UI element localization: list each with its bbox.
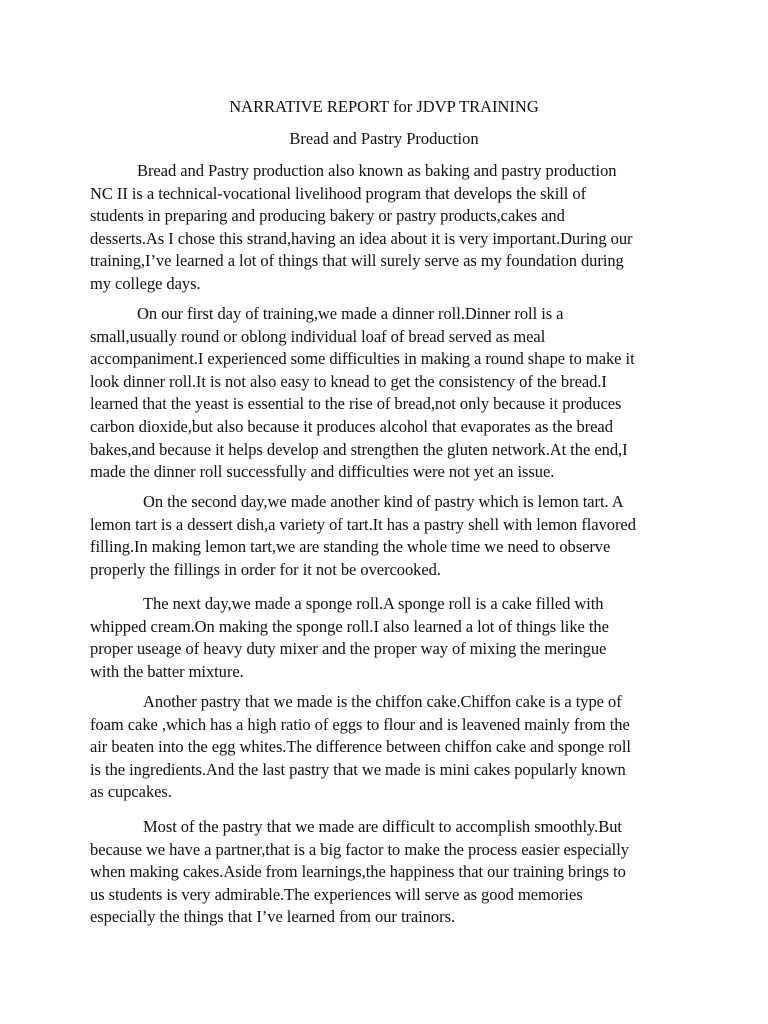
- paragraph-sponge-roll: [90, 593, 690, 683]
- paragraph-line: learned that the yeast is essential to the rise of bread,not only because it produces: [90, 394, 622, 414]
- paragraph-line: Most of the pastry that we made are difficult to accomplish smoothly.But: [143, 817, 622, 836]
- paragraph-line: bakes,and because it helps develop and strengthen the gluten network.At the end,I: [90, 439, 628, 459]
- paragraph-line: students in preparing and producing bakery or pastry products,cakes and: [90, 206, 565, 226]
- paragraph-line: Bread and Pastry production also known as baking and pastry production: [137, 161, 617, 180]
- paragraph-line: proper useage of heavy duty mixer and the proper way of mixing the meringue: [90, 639, 607, 659]
- paragraph-line: air beaten into the egg whites.The difference between chiffon cake and sponge roll: [90, 737, 631, 757]
- paragraph-line: small,usually round or oblong individual loaf of bread served as meal: [90, 326, 546, 346]
- paragraph-line: lemon tart is a dessert dish,a variety of tart.It has a pastry shell with lemon flavored: [90, 514, 636, 534]
- paragraph-second-day: [90, 491, 690, 581]
- document-title: NARRATIVE REPORT for JDVP TRAINING: [229, 97, 539, 116]
- paragraph-line: The next day,we made a sponge roll.A sponge roll is a cake filled with: [143, 594, 604, 613]
- paragraph-line: On our first day of training,we made a dinner roll.Dinner roll is a: [137, 304, 564, 323]
- paragraph-line: desserts.As I chose this strand,having an idea about it is very important.During our: [90, 228, 633, 248]
- paragraph-line: Another pastry that we made is the chiffon cake.Chiffon cake is a type of: [143, 692, 622, 711]
- paragraph-line: as cupcakes.: [90, 782, 172, 802]
- paragraph-line: when making cakes.Aside from learnings,the happiness that our training brings to: [90, 862, 626, 882]
- document-subtitle: Bread and Pastry Production: [289, 129, 479, 148]
- paragraph-line: especially the things that I’ve learned from our trainors.: [90, 907, 456, 927]
- paragraph-line: whipped cream.On making the sponge roll.I also learned a lot of things like the: [90, 616, 609, 636]
- paragraph-line: is the ingredients.And the last pastry that we made is mini cakes popularly known: [90, 759, 626, 779]
- paragraph-first-day: [90, 303, 690, 484]
- paragraph-line: us students is very admirable.The experiences will serve as good memories: [90, 884, 583, 904]
- paragraph-line: because we have a partner,that is a big factor to make the process easier especially: [90, 839, 629, 859]
- paragraph-line: training,I’ve learned a lot of things that will surely serve as my foundation during: [90, 251, 624, 271]
- paragraph-line: my college days.: [90, 273, 201, 293]
- paragraph-line: properly the fillings in order for it not be overcooked.: [90, 559, 441, 579]
- paragraph-conclusion: [90, 816, 690, 929]
- paragraph-line: with the batter mixture.: [90, 661, 244, 681]
- paragraph-introduction: [90, 160, 690, 296]
- paragraph-line: foam cake ,which has a high ratio of eggs to flour and is leavened mainly from the: [90, 714, 630, 734]
- paragraph-line: NC II is a technical-vocational livelihood program that develops the skill of: [90, 183, 587, 203]
- paragraph-line: made the dinner roll successfully and difficulties were not yet an issue.: [90, 462, 555, 482]
- paragraph-line: carbon dioxide,but also because it produces alcohol that evaporates as the bread: [90, 416, 613, 436]
- paragraph-line: look dinner roll.It is not also easy to knead to get the consistency of the bread.I: [90, 371, 607, 391]
- paragraph-chiffon-cake: [90, 691, 690, 804]
- paragraph-line: accompaniment.I experienced some difficulties in making a round shape to make it: [90, 349, 635, 369]
- paragraph-line: filling.In making lemon tart,we are standing the whole time we need to observe: [90, 537, 611, 557]
- paragraph-line: On the second day,we made another kind of pastry which is lemon tart. A: [143, 492, 624, 511]
